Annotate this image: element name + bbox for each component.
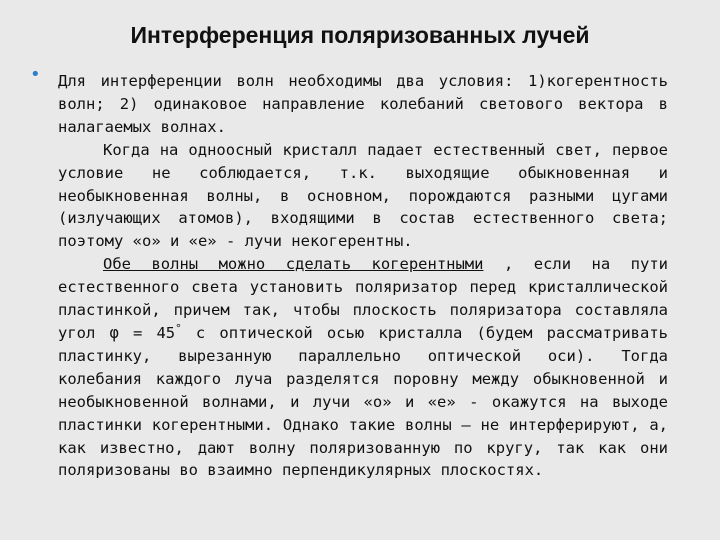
paragraph-coherence — [58, 253, 668, 482]
slide-title: Интерференция поляризованных лучей — [130, 22, 590, 48]
paragraph-incoherence: Когда на одноосный кристалл падает естественный свет, первое условие не соблюдается, т.к. выходящие обыкновенная и необыкновенная волны, в основном, порождаются разными цугами (излучающих атомов), входящими в состав естественного света; поэтому «о» и «е» - лучи некогерентны. — [58, 140, 668, 251]
paragraph-text-part1: , если на пути естественного света установить поляризатор перед кристаллической пластинкой, причем так, чтобы плоскость поляризатора составляла угол φ = 45 — [58, 255, 668, 342]
underlined-phrase: Обе волны можно сделать когерентными — [103, 255, 484, 274]
bullet-icon: • — [30, 64, 41, 85]
paragraph-text-part2: с оптической осью кристалла (будем рассматривать пластинку, вырезанную параллельно оптической оси). Тогда колебания каждого луча разделятся поровну между обыкновенной и необыкновенной волнами, и лучи «о» и «е» - окажутся на выходе пластинки когерентными. Однако такие волны – не интерферируют, а, как известно, дают волну поляризованную по кругу, так как они поляризованы во взаимно перпендикулярных плоскостях. — [58, 323, 668, 480]
degree-symbol: ° — [175, 321, 182, 335]
paragraph-conditions: Для интерференции волн необходимы два условия: 1)когерентность волн; 2) одинаковое направление колебаний светового вектора в налагаемых волнах. — [58, 72, 668, 136]
slide-body — [58, 70, 668, 482]
